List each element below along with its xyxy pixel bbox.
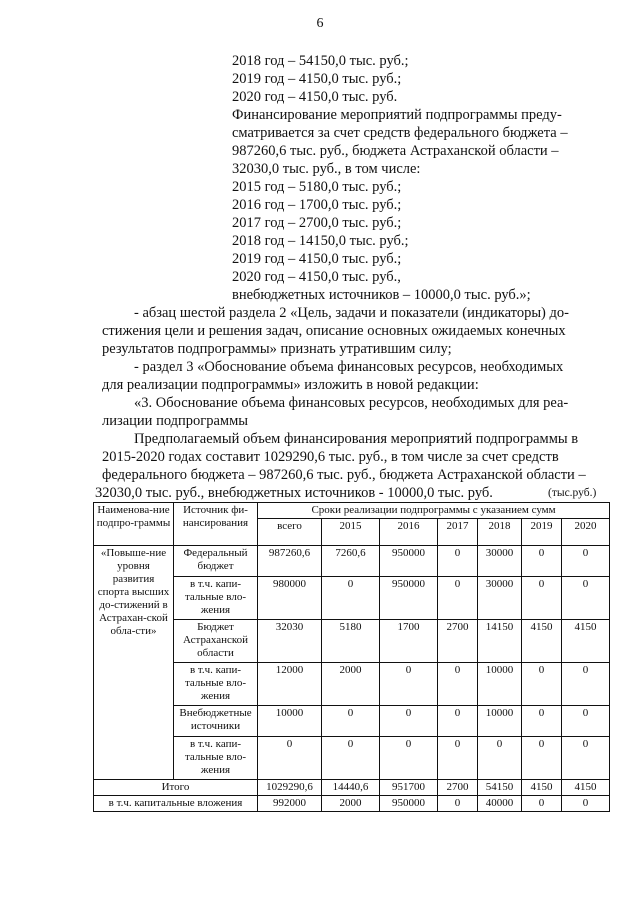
text-line: Предполагаемый объем финансирования мероприятий подпрограммы в [134, 431, 579, 447]
text-line: 32030,0 тыс. руб., в том числе: [232, 161, 421, 177]
value-cell: 0 [322, 577, 380, 620]
source-cell: Внебюджетные источники [174, 706, 258, 737]
text-line: 2020 год – 4150,0 тыс. руб., [232, 269, 401, 285]
value-cell: 0 [522, 577, 562, 620]
value-cell: 14150 [478, 620, 522, 663]
source-cell: Федеральный бюджет [174, 546, 258, 577]
total-row [94, 780, 610, 796]
value-cell: 5180 [322, 620, 380, 663]
value-cell: 4150 [522, 620, 562, 663]
source-cell: в т.ч. капи-тальные вло-жения [174, 663, 258, 706]
text-line: - раздел 3 «Обоснование объема финансовых ресурсов, необходимых [134, 359, 564, 375]
capital-row [94, 796, 610, 812]
value-cell: 0 [380, 737, 438, 780]
value-cell: 40000 [478, 796, 522, 812]
value-cell: 0 [380, 706, 438, 737]
program-name-cell: «Повыше-ние уровня развития спорта высших до-стижений в Астрахан-ской обла-сти» [94, 546, 174, 780]
text-line: результатов подпрограммы» признать утратившим силу; [102, 341, 452, 357]
value-cell: 14440,6 [322, 780, 380, 796]
value-cell: 0 [438, 737, 478, 780]
value-cell: 10000 [258, 706, 322, 737]
value-cell: 0 [522, 737, 562, 780]
value-cell: 0 [438, 706, 478, 737]
value-cell: 4150 [562, 780, 610, 796]
value-cell: 987260,6 [258, 546, 322, 577]
table-row [94, 546, 610, 577]
text-line: сматривается за счет средств федерального бюджета – [232, 125, 568, 141]
value-cell: 0 [322, 706, 380, 737]
text-line: федерального бюджета – 987260,6 тыс. руб., бюджета Астраханской области – [102, 467, 586, 483]
text-line: 2015 год – 5180,0 тыс. руб.; [232, 179, 402, 195]
text-line: 2019 год – 4150,0 тыс. руб.; [232, 71, 402, 87]
value-cell: 0 [478, 737, 522, 780]
value-cell: 0 [438, 546, 478, 577]
text-line: 2019 год – 4150,0 тыс. руб.; [232, 251, 402, 267]
financing-table [93, 502, 610, 812]
value-cell: 1700 [380, 620, 438, 663]
value-cell: 992000 [258, 796, 322, 812]
value-cell: 0 [522, 706, 562, 737]
value-cell: 0 [562, 737, 610, 780]
text-line: 2017 год – 2700,0 тыс. руб.; [232, 215, 402, 231]
text-line: «3. Обоснование объема финансовых ресурсов, необходимых для реа- [134, 395, 569, 411]
text-line: Финансирование мероприятий подпрограммы преду- [232, 107, 562, 123]
source-cell: в т.ч. капи-тальные вло-жения [174, 577, 258, 620]
value-cell: 0 [562, 577, 610, 620]
value-cell: 0 [562, 546, 610, 577]
value-cell: 2700 [438, 780, 478, 796]
value-cell: 950000 [380, 546, 438, 577]
header-year: 2016 [380, 519, 438, 546]
text-line: стижения цели и решения задач, описание основных ожидаемых конечных [102, 323, 566, 339]
page-number: 6 [316, 16, 324, 31]
source-cell: в т.ч. капи-тальные вло-жения [174, 737, 258, 780]
value-cell: 951700 [380, 780, 438, 796]
text-line: для реализации подпрограммы» изложить в новой редакции: [102, 377, 479, 393]
value-cell: 950000 [380, 577, 438, 620]
header-year: 2017 [438, 519, 478, 546]
value-cell: 4150 [522, 780, 562, 796]
header-year: 2020 [562, 519, 610, 546]
value-cell: 0 [438, 663, 478, 706]
value-cell: 10000 [478, 663, 522, 706]
value-cell: 0 [522, 546, 562, 577]
value-cell: 30000 [478, 577, 522, 620]
header-year: 2015 [322, 519, 380, 546]
value-cell: 2000 [322, 796, 380, 812]
text-line: 2020 год – 4150,0 тыс. руб. [232, 89, 398, 105]
table-unit-label: (тыс.руб.) [548, 487, 597, 499]
value-cell: 4150 [562, 620, 610, 663]
value-cell: 0 [562, 796, 610, 812]
value-cell: 950000 [380, 796, 438, 812]
text-line: 2018 год – 54150,0 тыс. руб.; [232, 53, 409, 69]
text-line: 2015-2020 годах составит 1029290,6 тыс. руб., в том числе за счет средств [102, 449, 559, 465]
value-cell: 0 [562, 663, 610, 706]
value-cell: 0 [438, 577, 478, 620]
value-cell: 30000 [478, 546, 522, 577]
text-line: - абзац шестой раздела 2 «Цель, задачи и показатели (индикаторы) до- [134, 305, 569, 321]
value-cell: 7260,6 [322, 546, 380, 577]
value-cell: 980000 [258, 577, 322, 620]
source-cell: Бюджет Астраханской области [174, 620, 258, 663]
header-program-name: Наименова-ние подпро-граммы [94, 503, 174, 546]
value-cell: 0 [438, 796, 478, 812]
text-line: лизации подпрограммы [102, 413, 249, 429]
value-cell: 0 [258, 737, 322, 780]
header-total: всего [258, 519, 322, 546]
value-cell: 0 [562, 706, 610, 737]
value-cell: 0 [322, 737, 380, 780]
value-cell: 12000 [258, 663, 322, 706]
value-cell: 54150 [478, 780, 522, 796]
header-year: 2018 [478, 519, 522, 546]
text-line: 987260,6 тыс. руб., бюджета Астраханской области – [232, 143, 559, 159]
text-line: 2018 год – 14150,0 тыс. руб.; [232, 233, 409, 249]
value-cell: 1029290,6 [258, 780, 322, 796]
value-cell: 10000 [478, 706, 522, 737]
text-line: внебюджетных источников – 10000,0 тыс. руб.»; [232, 287, 531, 303]
total-label: Итого [94, 780, 258, 796]
text-line: 32030,0 тыс. руб., внебюджетных источников - 10000,0 тыс. руб. [95, 485, 493, 501]
header-period: Сроки реализации подпрограммы с указанием сумм [258, 503, 610, 519]
value-cell: 2700 [438, 620, 478, 663]
value-cell: 0 [380, 663, 438, 706]
text-line: 2016 год – 1700,0 тыс. руб.; [232, 197, 402, 213]
header-source: Источник фи-нансирования [174, 503, 258, 546]
value-cell: 32030 [258, 620, 322, 663]
value-cell: 0 [522, 796, 562, 812]
header-year: 2019 [522, 519, 562, 546]
value-cell: 2000 [322, 663, 380, 706]
capital-label: в т.ч. капитальные вложения [94, 796, 258, 812]
value-cell: 0 [522, 663, 562, 706]
